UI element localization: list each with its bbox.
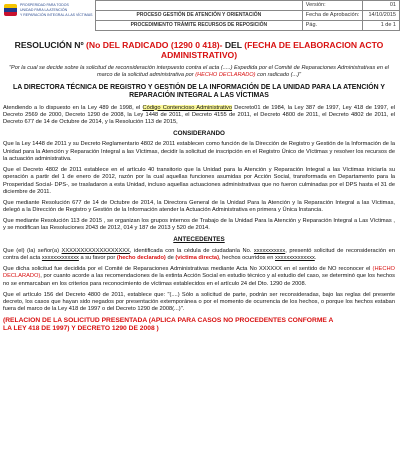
flag-icon: [4, 4, 17, 16]
sol-a: Que (el) (la) señor(a): [3, 247, 59, 254]
title-prefix: RESOLUCIÓN Nº: [14, 40, 84, 50]
page-label: Pág.: [302, 21, 363, 31]
sol-cc: xxxxxxxxxxx: [253, 247, 286, 254]
institution-logo: [4, 2, 92, 18]
approval-date: 14/10/2015: [363, 11, 400, 21]
final-instruction-line-2: LA LEY 418 DE 1997) Y DECRETO 1290 DE 2008 ): [3, 325, 159, 333]
sol-g: .: [314, 254, 317, 261]
document-header: [0, 0, 400, 37]
sol-acta: xxxxxxxxxxxxx: [41, 254, 79, 261]
resolution-subject: [7, 65, 391, 80]
com-hecho: (HECHO DECLARADO): [3, 265, 395, 280]
sol-e: de: [167, 254, 174, 261]
final-instruction-line-1: (RELACION DE LA SOLICITUD PRESENTADA (APLICA PARA CASOS NO PROCEDENTES CONFORME A: [3, 317, 334, 325]
sol-f: , hechos ocurridos en: [218, 254, 274, 261]
logo-line-1: PROSPERIDAD PARA TODOS: [20, 3, 69, 7]
attending-highlight: Código Contencioso Administrativo: [142, 104, 233, 111]
attending-before: Atendiendo a lo dispuesto en la Ley 489 de 1998, el: [3, 104, 141, 111]
resolution-title: [3, 40, 395, 60]
sol-d: a su favor por: [80, 254, 116, 261]
attending-after: Decreto01 de 1984, la Ley 387 de 1997, Ley 418 de 1997, el Decreto 2569 de 2000, Decreto 1290 de 2008, la Ley 1448 de 2011, el Decreto 4155 de 2011, el Decreto 4800 de 2011, el Decreto 4802 de 2011, el Decreto 677 de 14 de Octubre de 2014, y la Resolución 113 de 2015,: [3, 104, 395, 126]
considerando-paragraph-3: Que mediante Resolución 677 de 14 de Octubre de 2014, la Directora General de la Unidad Para la Atención y la Reparación Integral a las Víctimas, delegó a la Dirección de Registro y Gestión de la Información atender la Actuación Administrativa en primera y Única Instancia.: [3, 199, 395, 214]
decreto-paragraph: Que el artículo 156 del Decreto 4800 de 2011, establece que: "(....) Sólo a solicitud de parte, podrán ser reconsideradas, bajo las reglas del presente decreto, los casos que hayan sido negados por presentación extemporánea o por el momento de ocurrencia de los hechos, o porque los hechos estaban fuera del marco de la Ley 418 de 1997 o del Decreto 1290 de 2008(...)".: [3, 291, 395, 313]
process-name: PROCESO GESTIÓN DE ATENCIÓN Y ORIENTACIÓN: [96, 11, 303, 21]
considerando-paragraph-2: Que el Decreto 4802 de 2011 establece en el artículo 40 transitorio que la Unidad para la Atención y Reparación Integral a las Víctimas iniciaría su operación a partir del 1 de enero de 2012, razón por la cual aquellas funciones asumidas por Acción Social, transformada en Departamento para la Prosperidad Social- DPS-, se trasladaron a esta Unidad, incluso aquellas actuaciones administrativas que no fueron culminadas por el DPS hasta el 31 de diciembre de 2011.: [3, 166, 395, 195]
subject-hecho: (HECHO DECLARADO): [195, 72, 256, 79]
sol-c: , presentó solicitud de reconsideración en contra del acta: [3, 247, 395, 261]
title-fecha: (FECHA DE ELABORACION ACTO ADMINISTRATIVO): [160, 40, 384, 61]
considerando-heading: CONSIDERANDO: [173, 130, 225, 138]
subject-text-1: "Por la cual se decide sobre la solicitud de reconsideración interpuesto contra el acta (.....) Expedida por el Comité de Reparaciones Administrativas en el marco de la solicitud administrativa por: [9, 64, 389, 79]
logo-line-3: Y REPARACIÓN INTEGRAL A LAS VÍCTIMAS: [20, 13, 93, 17]
document-body: [3, 40, 395, 333]
solicitante-paragraph: [3, 248, 395, 263]
version-label: Versión:: [302, 1, 363, 11]
sol-fecha: xxxxxxxxxxxxxx: [274, 254, 315, 261]
considerando-paragraph-1: Que la Ley 1448 de 2011 y su Decreto Reglamentario 4802 de 2011 establecen como función de la Dirección de Registro y Gestión de la Información de la Unidad para la Atención y Reparación Integral a las Víctimas, decidir la solicitud de inscripción en el Registro Único de Víctimas y resolver los recursos de la actuación administrativa.: [3, 141, 395, 162]
sol-name: XXXXXXXXXXXXXXXXXX: [61, 247, 130, 254]
considerando-paragraph-4: Que mediante Resolución 113 de 2015 , se organizan los grupos internos de Trabajo de la Unidad Para la Atención y Reparación Integral a Las Víctimas , y se modifican las Resoluciones 2043 de 2012, 014 y 187 de 2013 y 520 de 2014.: [3, 218, 395, 232]
com-a: Que dicha solicitud fue decidida por el Comité de Reparaciones Administrativas mediante Acta No XXXXXX en el sentido de NO reconocer el: [3, 265, 371, 272]
attending-paragraph: [3, 105, 395, 127]
directorate-heading: LA DIRECTORA TÉCNICA DE REGISTRO Y GESTIÓN DE LA INFORMACIÓN DE LA UNIDAD PARA LA ATENCIÓN Y REPARACIÓN INTEGRAL A LAS VÍCTIMAS: [13, 83, 385, 99]
version-value: 01: [363, 1, 400, 11]
title-radicado: (No DEL RADICADO (1290 0 418)-: [86, 40, 223, 50]
procedure-name: PROCEDIMIENTO TRÁMITE RECURSOS DE REPOSICIÓN: [96, 21, 303, 31]
approval-label: Fecha de Aprobación:: [302, 11, 363, 21]
logo-line-2: UNIDAD PARA LA ATENCIÓN: [20, 8, 68, 12]
sol-hecho: (hecho declarado): [116, 254, 166, 261]
sol-victima: (victima directa): [175, 254, 219, 261]
header-blank-row: [96, 1, 303, 11]
com-b: , por cuanto acorde a las recomendaciones de la extinta Acción Social en estudio técnico y al estudio del caso, se determinó que los hechos no se enmarcaban en los criterios para reconocimiento de víctimas establecidos en el artículo 24 del Dto. 1290 de 2008.: [3, 273, 395, 287]
control-table: [95, 0, 400, 31]
comite-paragraph: [3, 266, 395, 288]
page-number: 1 de 1: [363, 21, 400, 31]
title-del: DEL: [224, 40, 242, 50]
subject-text-2: con radicado (...)": [257, 72, 302, 79]
antecedentes-heading: ANTECEDENTES: [173, 236, 225, 244]
sol-b: , identificada con la cédula de ciudadanía No.: [129, 247, 252, 254]
